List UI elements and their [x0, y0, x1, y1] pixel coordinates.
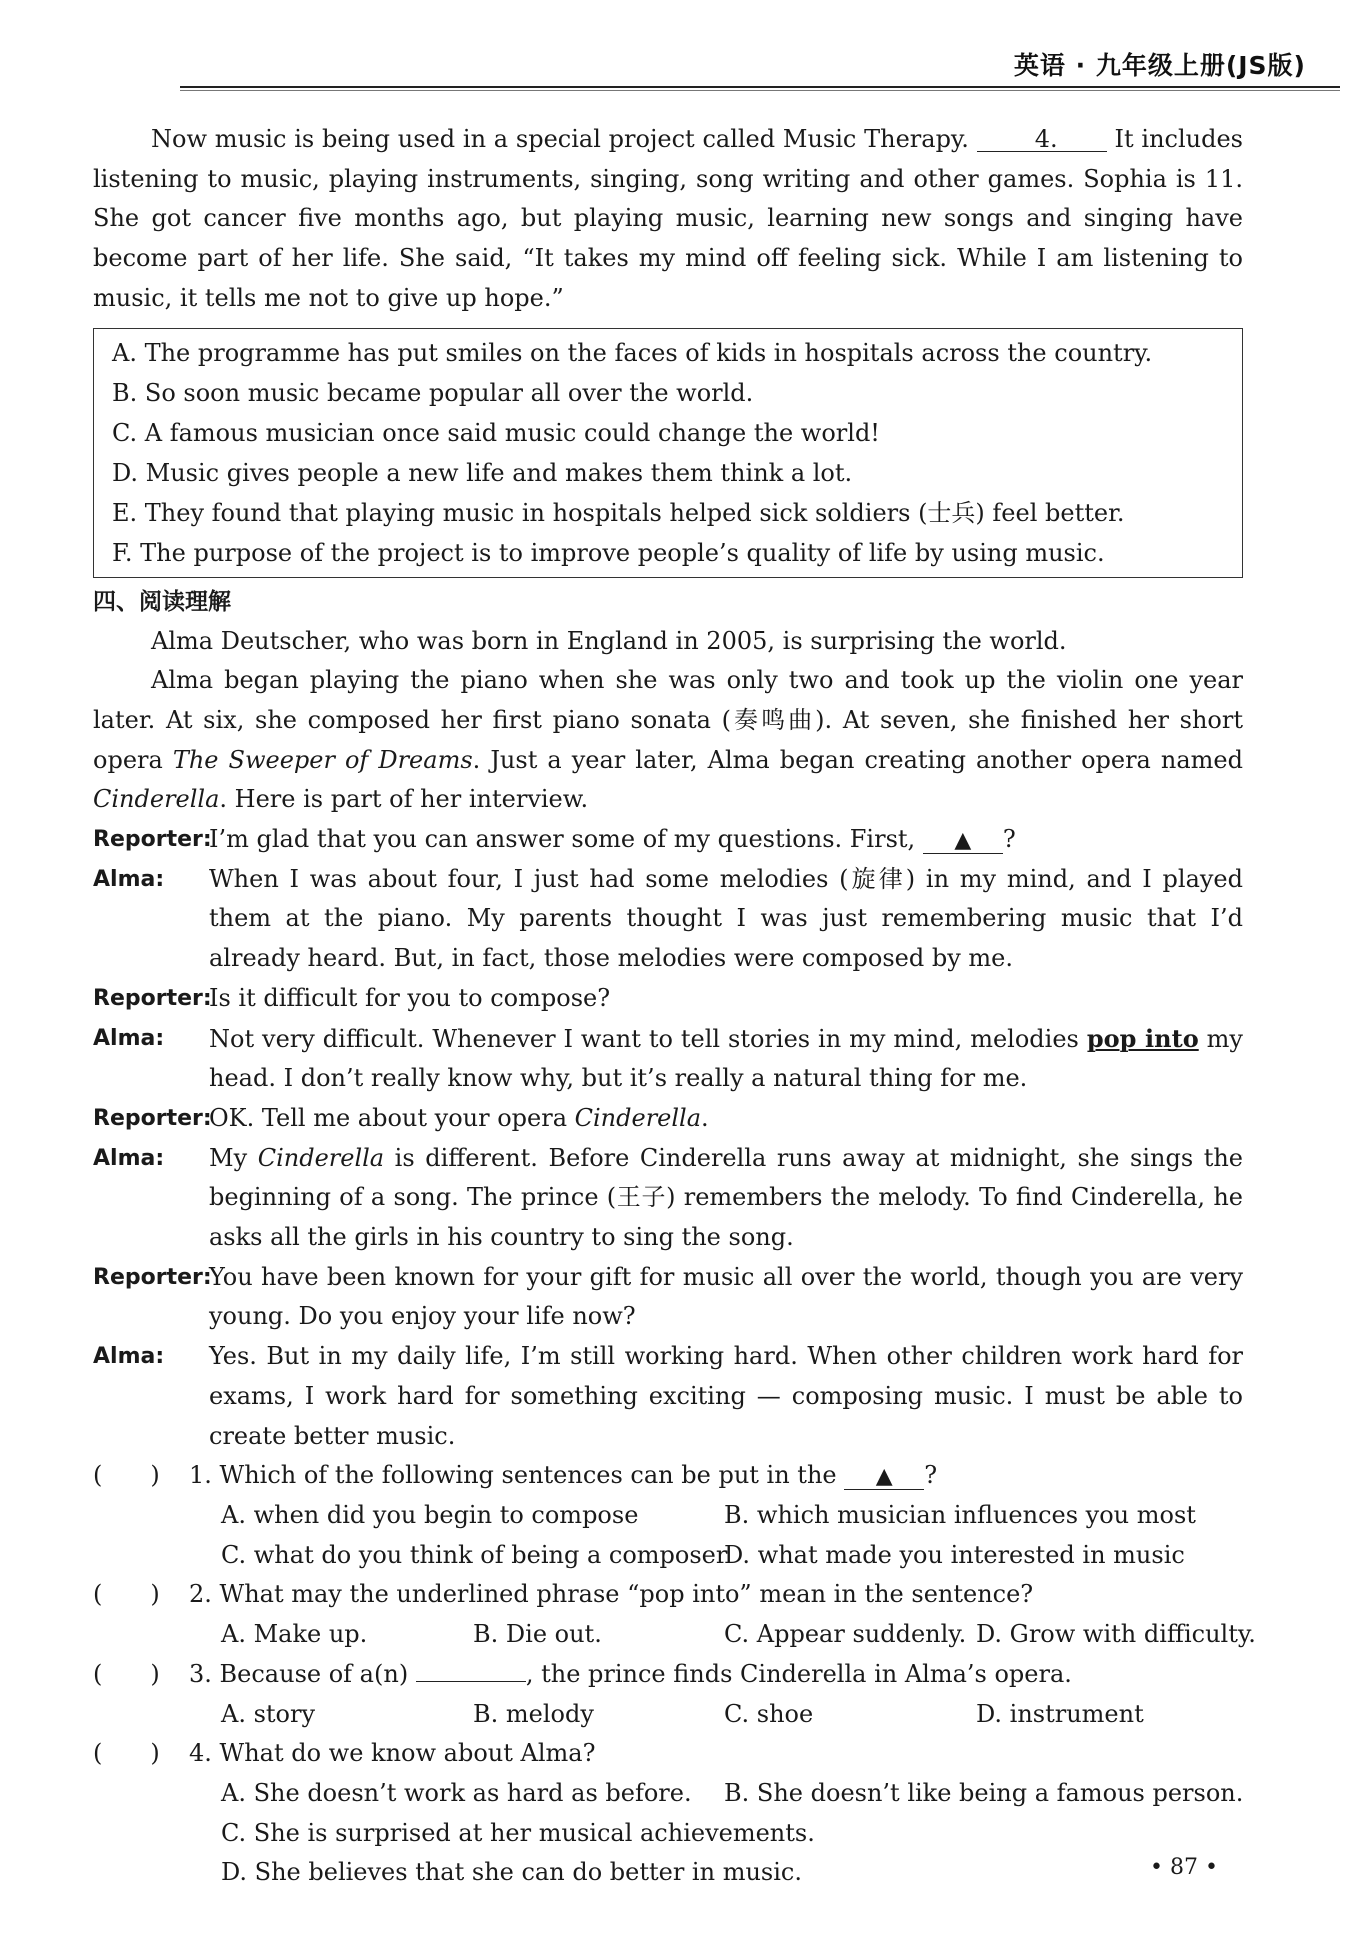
- dialogue-text: You have been known for your gift for music all over the world, though you are very young. Do you enjoy your life now?: [209, 1262, 1243, 1331]
- choice-d[interactable]: D. instrument: [976, 1699, 1144, 1728]
- speaker-label-reporter: Reporter:: [93, 1105, 212, 1131]
- speaker-label-reporter: Reporter:: [93, 985, 212, 1011]
- option-a: A. The programme has put smiles on the faces of kids in hospitals across the country.: [112, 338, 1153, 367]
- answer-blank-4[interactable]: [977, 127, 1107, 152]
- intro2-text-2: . Just a year later, Alma began creating another opera named: [472, 745, 1243, 774]
- question-1-choices: [221, 1496, 1243, 1575]
- reporter-question-3-part2: .: [701, 1103, 709, 1132]
- option-e: E. They found that playing music in hospitals helped sick soldiers (士兵) feel better.: [112, 498, 1125, 527]
- dialogue-text: [209, 1019, 1243, 1099]
- speaker-label-reporter: Reporter:: [93, 827, 212, 853]
- opera-title-cinderella: Cinderella: [257, 1143, 385, 1172]
- opera-title-cinderella: Cinderella: [93, 785, 220, 814]
- dialogue-line-alma-3: [93, 1139, 1243, 1258]
- triangle-blank: [844, 1465, 924, 1490]
- choice-d[interactable]: D. She believes that she can do better in music.: [221, 1858, 802, 1887]
- intro2-text-1: Alma began playing the piano when she was only two and took up the violin one year later. At six, she composed her first piano sonata (奏鸣曲). At seven, she finished her short opera: [93, 666, 1243, 774]
- passage-paragraph-music-therapy: [93, 120, 1243, 319]
- option-d: D. Music gives people a new life and makes them think a lot.: [112, 458, 853, 487]
- option-b: B. So soon music became popular all over the world.: [112, 378, 754, 407]
- dialogue-line-alma-2: [93, 1019, 1243, 1099]
- option-c: C. A famous musician once said music could change the world!: [112, 418, 880, 447]
- choice-b[interactable]: B. Die out.: [473, 1620, 602, 1649]
- choice-b[interactable]: B. melody: [473, 1699, 594, 1728]
- reporter-question-3-part1: OK. Tell me about your opera: [209, 1103, 575, 1132]
- question-1-text: 1. Which of the following sentences can be put in the: [189, 1461, 837, 1490]
- choice-a[interactable]: A. when did you begin to compose: [221, 1500, 639, 1529]
- question-text: [189, 1655, 1243, 1695]
- dialogue-text: Is it difficult for you to compose?: [209, 983, 611, 1012]
- paragraph-text-after-blank: It includes listening to music, playing instruments, singing, song writing and other games. Sophia is 11. She got cancer five months ago, but playing music, learning new songs and singing have become part of her life. She said, “It takes my mind off feeling sick. While I am listening to music, it tells me not to give up hope.”: [93, 125, 1243, 312]
- reporter-question-1: I’m glad that you can answer some of my questions. First,: [209, 825, 916, 854]
- question-2: [93, 1575, 1243, 1615]
- dialogue-text: When I was about four, I just had some melodies (旋律) in my mind, and I played them at the piano. My parents thought I was just remembering music that I’d already heard. But, in fact, those melodies were composed by me.: [209, 864, 1243, 973]
- opera-title-cinderella: Cinderella: [574, 1103, 702, 1132]
- answer-blank: [416, 1681, 526, 1682]
- question-text: 4. What do we know about Alma?: [189, 1739, 596, 1768]
- underlined-phrase-pop-into: pop into: [1086, 1023, 1199, 1053]
- page-header: [0, 0, 1350, 92]
- header-rule: [180, 86, 1340, 88]
- alma-answer-2-part2: my head. I don’t really know why, but it’s really a natural thing for me.: [209, 1024, 1243, 1093]
- header-rule-thin: [180, 90, 1340, 91]
- choice-c[interactable]: C. what do you think of being a composer: [221, 1540, 728, 1569]
- speaker-label-alma: Alma:: [93, 1145, 165, 1171]
- question-2-choices: [221, 1615, 1256, 1655]
- question-mark: ?: [924, 1461, 938, 1490]
- page-content: [93, 120, 1256, 1893]
- choice-d[interactable]: D. what made you interested in music: [724, 1540, 1185, 1569]
- choice-a[interactable]: A. Make up.: [221, 1620, 368, 1649]
- choice-c[interactable]: C. She is surprised at her musical achievements.: [221, 1818, 815, 1847]
- triangle-blank[interactable]: [923, 829, 1003, 854]
- answer-parentheses[interactable]: ( ): [93, 1659, 160, 1688]
- speaker-label-alma: Alma:: [93, 1344, 165, 1370]
- triangle-icon: ▲: [875, 1464, 893, 1490]
- choice-d[interactable]: D. Grow with difficulty.: [976, 1620, 1256, 1649]
- speaker-label-alma: Alma:: [93, 1025, 165, 1051]
- triangle-icon: ▲: [954, 828, 972, 854]
- question-4-choices-row-1: [221, 1774, 1243, 1814]
- header-title: 英语 · 九年级上册(JS版): [1013, 51, 1306, 80]
- alma-answer-3-part1: My: [209, 1143, 258, 1172]
- reading-intro-paragraph-1: Alma Deutscher, who was born in England in 2005, is surprising the world.: [151, 626, 1067, 655]
- reading-intro-paragraph-2: [93, 661, 1243, 820]
- dialogue-line-reporter-3: [93, 1099, 1243, 1139]
- answer-parentheses[interactable]: ( ): [93, 1461, 160, 1490]
- blank-number-label: 4.: [1034, 125, 1058, 153]
- dialogue-line-alma-4: [93, 1337, 1243, 1456]
- speaker-label-reporter: Reporter:: [93, 1264, 212, 1290]
- speaker-label-alma: Alma:: [93, 866, 165, 892]
- question-4-choice-c-row: [221, 1814, 1243, 1854]
- question-text: [189, 1456, 1243, 1496]
- alma-answer-2-part1: Not very difficult. Whenever I want to tell stories in my mind, melodies: [209, 1024, 1087, 1053]
- choice-b[interactable]: B. She doesn’t like being a famous person.: [724, 1778, 1244, 1807]
- dialogue-line-reporter-4: [93, 1258, 1243, 1337]
- question-3-choices: [221, 1695, 1243, 1735]
- question-3: [93, 1655, 1243, 1695]
- dialogue-text: [209, 1099, 1243, 1139]
- option-f: F. The purpose of the project is to improve people’s quality of life by using music.: [112, 538, 1105, 567]
- alma-answer-3-part2: is different. Before Cinderella runs away at midnight, she sings the beginning of a song. The prince (王子) remembers the melody. To find Cinderella, he asks all the girls in his country to sing the song.: [209, 1143, 1243, 1252]
- sentence-options-box: [93, 328, 1243, 578]
- choice-b[interactable]: B. which musician influences you most: [724, 1500, 1196, 1529]
- intro2-text-3: . Here is part of her interview.: [219, 785, 589, 814]
- question-3-text-1: 3. Because of a(n): [189, 1659, 409, 1688]
- answer-parentheses[interactable]: ( ): [93, 1580, 160, 1609]
- question-4-choice-d-row: [221, 1853, 1243, 1893]
- section-heading-reading: 四、阅读理解: [93, 588, 231, 615]
- opera-title-sweeper: The Sweeper of Dreams: [172, 745, 473, 774]
- page-number: • 87 •: [1150, 1855, 1218, 1880]
- choice-c[interactable]: C. Appear suddenly.: [724, 1620, 967, 1649]
- dialogue-text: [209, 820, 1243, 860]
- dialogue-line-reporter-2: [93, 979, 1243, 1019]
- dialogue-text: Yes. But in my daily life, I’m still working hard. When other children work hard for exams, I work hard for something exciting — composing music. I must be able to create better music.: [209, 1342, 1243, 1450]
- choice-a[interactable]: A. She doesn’t work as hard as before.: [221, 1778, 692, 1807]
- question-1: [93, 1456, 1243, 1496]
- question-text: 2. What may the underlined phrase “pop into” mean in the sentence?: [189, 1580, 1034, 1609]
- dialogue-line-alma-1: [93, 860, 1243, 979]
- question-3-text-2: , the prince finds Cinderella in Alma’s opera.: [525, 1659, 1072, 1688]
- dialogue-line-reporter-1: [93, 820, 1243, 860]
- choice-c[interactable]: C. shoe: [724, 1699, 814, 1728]
- choice-a[interactable]: A. story: [221, 1699, 316, 1728]
- question-mark: ?: [1002, 825, 1016, 854]
- answer-parentheses[interactable]: ( ): [93, 1739, 160, 1768]
- paragraph-text-before-blank: Now music is being used in a special project called Music Therapy.: [151, 125, 969, 153]
- question-4: [93, 1734, 1243, 1774]
- dialogue-text: [209, 1139, 1243, 1258]
